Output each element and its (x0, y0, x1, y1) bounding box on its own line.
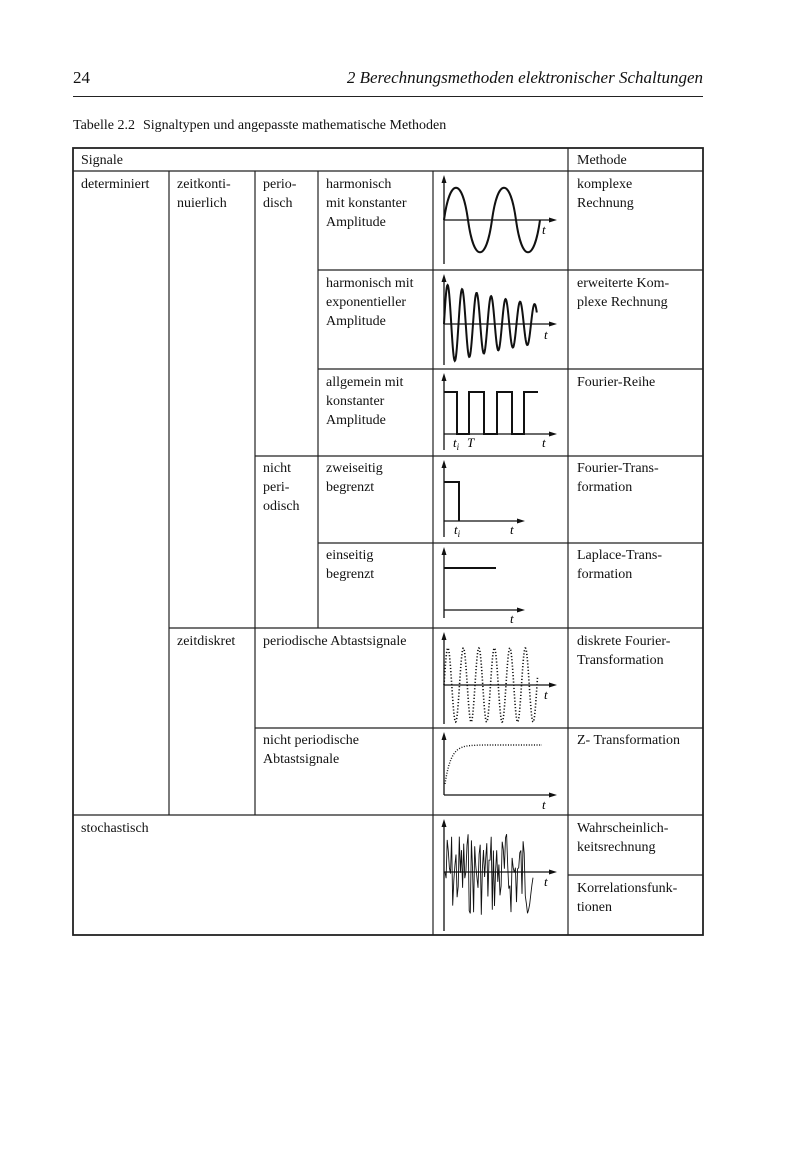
axis-label-t: t (542, 435, 546, 450)
cell-line: komplexe (577, 177, 633, 192)
axis-label-t: t (544, 874, 548, 889)
cell-line: mit konstanter (326, 196, 407, 211)
cell-line: odisch (263, 499, 300, 514)
x-axis-arrow (549, 218, 557, 223)
page-number: 24 (73, 68, 90, 87)
cell-line: begrenzt (326, 480, 375, 495)
cell-line: Fourier-Reihe (577, 375, 656, 390)
signal-harmonic-constant (434, 172, 567, 269)
cell-line: zeitkonti- (177, 177, 231, 192)
cell-line: Abtastsignale (263, 752, 340, 767)
signal-stochastic (434, 816, 567, 934)
cell-line: begrenzt (326, 567, 375, 582)
cell-zeitdiskret: zeitdiskret (177, 634, 236, 649)
axis-label-t: t (510, 522, 514, 537)
signal-nonperiodic-sampled (434, 729, 567, 814)
cell-line: perio- (263, 177, 297, 192)
x-axis-arrow (549, 432, 557, 437)
y-axis-arrow (442, 819, 447, 827)
y-axis-arrow (442, 175, 447, 183)
cell-line: konstanter (326, 394, 385, 409)
y-axis-arrow (442, 460, 447, 468)
cell-line: einseitig (326, 548, 374, 563)
cell-line: formation (577, 567, 633, 582)
row-description (326, 546, 374, 584)
axis-label-ti-text: t (453, 435, 457, 450)
row-method (577, 731, 680, 750)
axis-label-ti-sub: i (457, 529, 461, 539)
cell-line: harmonisch (326, 177, 392, 192)
row-method (577, 819, 668, 857)
row-description (326, 175, 407, 232)
signal-one-sided-limited (434, 544, 567, 627)
table-caption-text: Signaltypen und angepasste mathematische Methoden (143, 118, 447, 133)
cell-line: Z- Transformation (577, 733, 681, 748)
row-method (577, 879, 677, 917)
axis-label-t: t (510, 611, 514, 626)
cell-line: tionen (577, 900, 612, 915)
cell-line: plexe Rechnung (577, 295, 668, 310)
cell-stochastisch: stochastisch (81, 821, 149, 836)
cell-line: exponentieller (326, 295, 407, 310)
cell-line: Korrelationsfunk- (577, 881, 678, 896)
x-axis-arrow (549, 870, 557, 875)
cell-zeitkontinuierlich (177, 175, 231, 213)
y-axis-arrow (442, 274, 447, 282)
row-description (263, 731, 359, 769)
signal-curve (445, 745, 542, 784)
cell-line: erweiterte Kom- (577, 276, 670, 291)
signal-curve (444, 834, 533, 915)
signal-curve (444, 285, 537, 361)
signal-harmonic-exponential (434, 271, 567, 368)
row-method (577, 632, 670, 670)
cell-line: allgemein mit (326, 375, 404, 390)
axis-label-T: T (467, 435, 475, 450)
cell-line: peri- (263, 480, 290, 495)
row-method (577, 459, 659, 497)
cell-line: zweiseitig (326, 461, 383, 476)
signal-periodic-sampled (434, 629, 567, 727)
axis-label-ti (454, 522, 461, 539)
axis-label-t: t (544, 687, 548, 702)
cell-line: keitsrechnung (577, 840, 656, 855)
cell-line: Transformation (577, 653, 664, 668)
y-axis-arrow (442, 632, 447, 640)
cell-line: Rechnung (577, 196, 634, 211)
row-description (326, 459, 383, 497)
x-axis-arrow (549, 322, 557, 327)
cell-nicht-periodisch (263, 459, 300, 516)
chapter-title: 2 Berechnungsmethoden elektronischer Schaltungen (346, 68, 703, 87)
signal-curve (444, 482, 459, 521)
signal-periodic-rectangular (434, 370, 567, 455)
cell-line: Wahrscheinlich- (577, 821, 669, 836)
x-axis-arrow (517, 608, 525, 613)
axis-label-t: t (544, 327, 548, 342)
cell-line: disch (263, 196, 293, 211)
row-description (326, 274, 414, 331)
signal-curve (444, 392, 538, 434)
axis-label-ti-text: t (454, 522, 458, 537)
header-signale: Signale (81, 153, 123, 168)
x-axis-arrow (549, 793, 557, 798)
cell-line: Laplace-Trans- (577, 548, 663, 563)
cell-line: nicht periodische (263, 733, 360, 748)
cell-line: nicht (263, 461, 291, 476)
cell-determiniert: determiniert (81, 177, 150, 192)
y-axis-arrow (442, 373, 447, 381)
table-caption-label: Tabelle 2.2 (73, 118, 135, 133)
cell-line: Fourier-Trans- (577, 461, 659, 476)
cell-line: Amplitude (326, 413, 386, 428)
x-axis-arrow (517, 519, 525, 524)
cell-line: Amplitude (326, 314, 386, 329)
cell-line: nuierlich (177, 196, 227, 211)
y-axis-arrow (442, 732, 447, 740)
x-axis-arrow (549, 683, 557, 688)
signal-two-sided-limited (434, 457, 567, 542)
cell-line: harmonisch mit (326, 276, 414, 291)
row-method (577, 373, 655, 392)
cell-line: formation (577, 480, 633, 495)
cell-line: periodische Abtastsignale (263, 634, 407, 649)
row-description (326, 373, 403, 430)
axis-label-t: t (542, 222, 546, 237)
y-axis-arrow (442, 547, 447, 555)
header-methode: Methode (577, 153, 627, 168)
row-description (263, 632, 406, 651)
row-method (577, 175, 634, 213)
cell-line: Amplitude (326, 215, 386, 230)
axis-label-t: t (542, 797, 546, 812)
row-method (577, 274, 669, 312)
cell-line: diskrete Fourier- (577, 634, 671, 649)
axis-label-ti-sub: i (456, 442, 460, 452)
row-method (577, 546, 662, 584)
cell-periodisch (263, 175, 296, 213)
axis-label-ti (453, 435, 460, 452)
